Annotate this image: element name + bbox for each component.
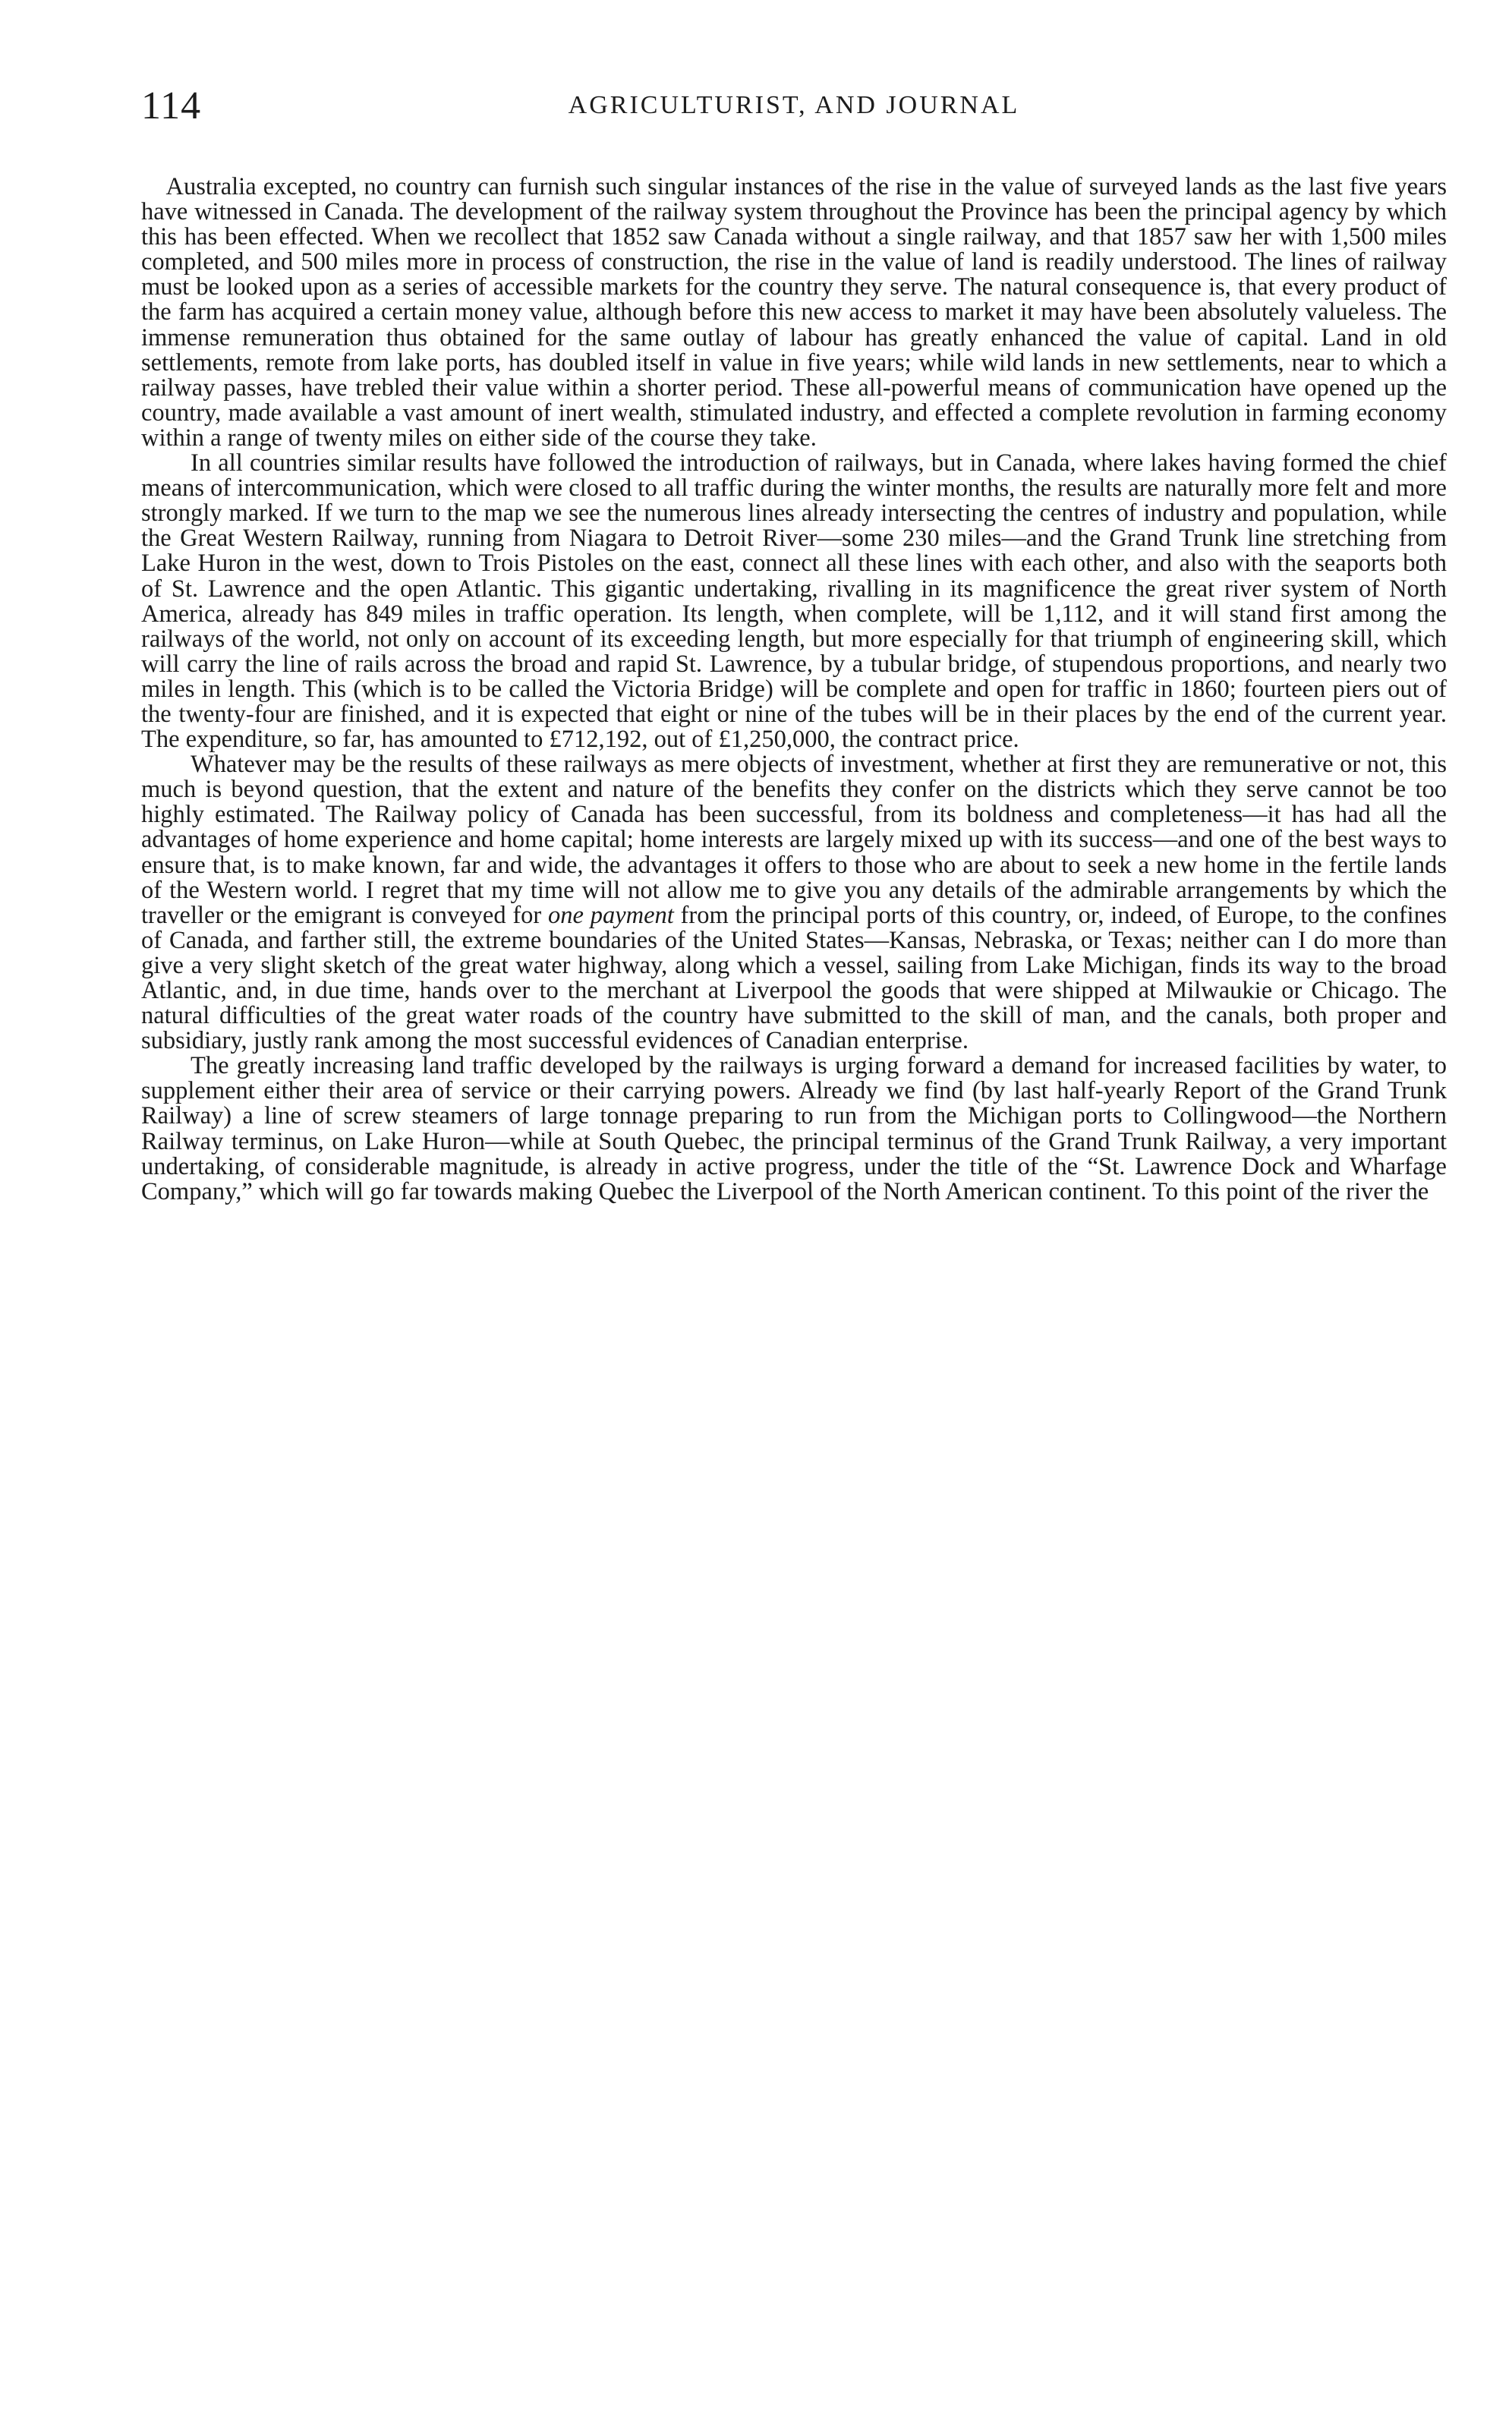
- italic-emphasis: one payment: [548, 901, 674, 929]
- paragraph-3: [141, 752, 1447, 1054]
- running-title: AGRICULTURIST, AND JOURNAL: [568, 91, 1020, 119]
- page-number: 114: [141, 84, 202, 128]
- page-header: [141, 83, 1447, 137]
- paragraph-1: Australia excepted, no country can furnish such singular instances of the rise in the value of surveyed lands as the last five years have witnessed in Canada. The development of the railway system throughout the Province has been the principal agency by which this has been effected. When we recollect that 1852 saw Canada without a single railway, and that 1857 saw her with 1,500 miles completed, and 500 miles more in process of construction, the rise in the value of land is readily understood. The lines of railway must be looked upon as a series of accessible markets for the country they serve. The natural consequence is, that every product of the farm has acquired a certain money value, although before this new access to market it may have been absolutely valueless. The immense remuneration thus obtained for the same outlay of labour has greatly enhanced the value of capital. Land in old settlements, remote from lake ports, has doubled itself in value in five years; while wild lands in new settlements, near to which a railway passes, have trebled their value within a shorter period. These all-powerful means of communication have opened up the country, made available a vast amount of inert wealth, stimulated industry, and effected a complete revolution in farming economy within a range of twenty miles on either side of the course they take.: [141, 173, 1447, 452]
- body-text: [141, 175, 1447, 1205]
- paragraph-2: In all countries similar results have followed the introduction of railways, but in Canada, where lakes having formed the chief means of intercommunication, which were closed to all traffic during the winter months, the results are naturally more felt and more strongly marked. If we turn to the map we see the numerous lines already intersecting the centres of industry and population, while the Great Western Railway, running from Niagara to Detroit River—some 230 miles—and the Grand Trunk line stretching from Lake Huron in the west, down to Trois Pistoles on the east, connect all these lines with each other, and also with the seaports both of St. Lawrence and the open Atlantic. This gigantic undertaking, rivalling in its magnificence the great river system of North America, already has 849 miles in traffic operation. Its length, when complete, will be 1,112, and it will stand first among the railways of the world, not only on account of its exceeding length, but more especially for that triumph of engineering skill, which will carry the line of rails across the broad and rapid St. Lawrence, by a tubular bridge, of stupendous proportions, and nearly two miles in length. This (which is to be called the Victoria Bridge) will be complete and open for traffic in 1860; fourteen piers out of the twenty-four are finished, and it is expected that eight or nine of the tubes will be in their places by the end of the current year. The expenditure, so far, has amounted to £712,192, out of £1,250,000, the contract price.: [141, 449, 1447, 754]
- document-page: [141, 83, 1447, 1205]
- paragraph-3-part-2: from the principal ports of this country, or, indeed, of Europe, to the confines of Canada, and farther still, the extreme boundaries of the United States—Kansas, Nebraska, or Texas; neither can I do more than give a very slight sketch of the great water highway, along which a vessel, sailing from Lake Michigan, finds its way to the broad Atlantic, and, in due time, hands over to the merchant at Liverpool the goods that were shipped at Milwaukie or Chicago. The natural difficulties of the great water roads of the country have submitted to the skill of man, and the canals, both proper and subsidiary, justly rank among the most successful evidences of Canadian enterprise.: [141, 901, 1447, 1055]
- paragraph-3-part-1: Whatever may be the results of these railways as mere objects of investment, whether at first they are remunerative or not, this much is beyond question, that the extent and nature of the benefits they confer on the districts which they serve cannot be too highly estimated. The Railway policy of Canada has been successful, from its boldness and completeness—it has had all the advantages of home experience and home capital; home interests are largely mixed up with its success—and one of the best ways to ensure that, is to make known, far and wide, the advantages it offers to those who are about to seek a new home in the fertile lands of the Western world. I regret that my time will not allow me to give you any details of the admirable arrangements by which the traveller or the emigrant is conveyed for: [141, 751, 1447, 929]
- paragraph-4: The greatly increasing land traffic developed by the railways is urging forward a demand for increased facilities by water, to supplement either their area of service or their carrying powers. Already we find (by last half-yearly Report of the Grand Trunk Railway) a line of screw steamers of large tonnage preparing to run from the Michigan ports to Collingwood—the Northern Railway terminus, on Lake Huron—while at South Quebec, the principal terminus of the Grand Trunk Railway, a very important undertaking, of considerable magnitude, is already in active progress, under the title of the “St. Lawrence Dock and Wharfage Company,” which will go far towards making Quebec the Liverpool of the North American continent. To this point of the river the: [141, 1052, 1447, 1205]
